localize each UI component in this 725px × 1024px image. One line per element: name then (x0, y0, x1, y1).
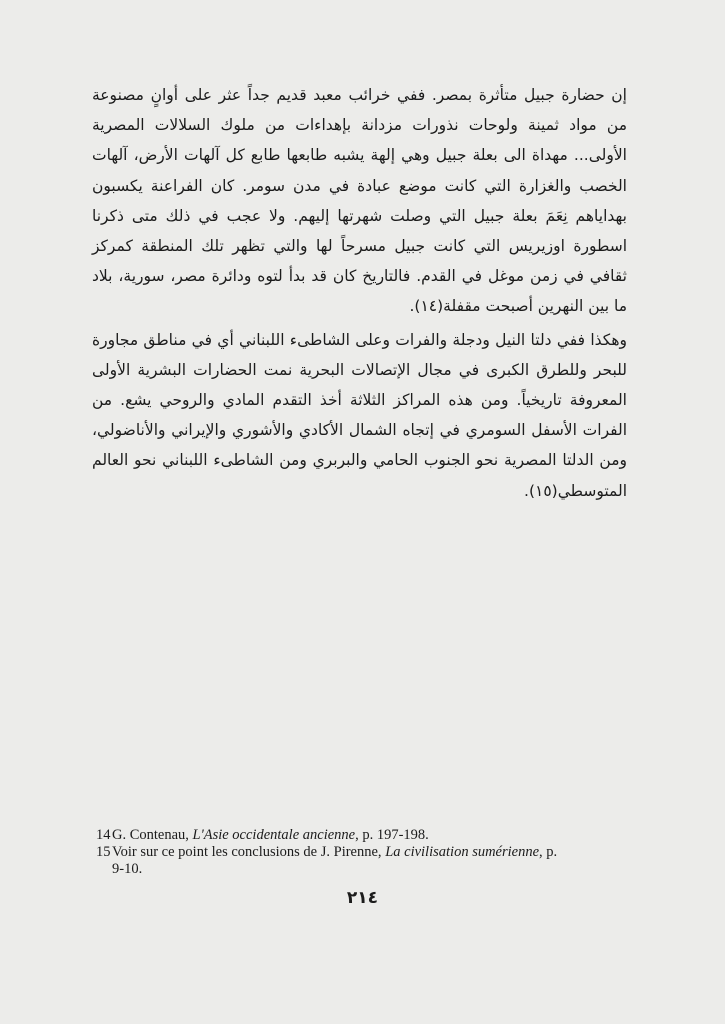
footnote-book-title: L'Asie occidentale ancienne (192, 827, 356, 843)
footnotes (96, 827, 626, 878)
footnote-15-continuation: 9-10. (112, 861, 143, 877)
footnote-citation-author: Voir sur ce point les conclusions de J. Pirenne, (112, 844, 386, 860)
footnote-text (112, 844, 626, 861)
footnote-citation-author: G. Contenau, (112, 827, 193, 843)
footnote-citation-pages: , p. 197-198. (355, 827, 429, 843)
main-text (92, 80, 627, 506)
footnote-number: 15 (96, 844, 111, 860)
footnote-text (112, 827, 626, 844)
footnote-citation-pages: , p. (539, 844, 558, 860)
footnote-15 (96, 844, 626, 861)
footnote-14 (96, 827, 626, 844)
page-number: ٢١٤ (346, 888, 379, 908)
paragraph-2: وهكذا ففي دلتا النيل ودجلة والفرات وعلى الشاطىء اللبناني أي في مناطق مجاورة للبحر وللطرق الكبرى في مجال الإتصالات البحرية نمت الحضارات البشرية الأولى المعروفة تاريخياً. ومن هذه المراكز الثلاثة أخذ التقدم المادي والروحي يشع. من الفرات الأسفل السومري في إتجاه الشمال الأكادي والأشوري والإيراني والأناضولي، ومن الدلتا المصرية نحو الجنوب الحامي والبربري ومن الشاطىء اللبناني نحو العالم المتوسطي(١٥). (92, 330, 627, 500)
footnote-book-title: La civilisation sumérienne (385, 844, 540, 860)
paragraph-1: إن حضارة جبيل متأثرة بمصر. ففي خرائب معبد قديم جداً عثر على أوانٍ مصنوعة من مواد ثمينة ولوحات نذورات مزدانة بإهداءات من ملوك السلالات المصرية الأولى... مهداة الى بعلة جبيل وهي إلهة يشبه طابعها طابع كل آلهات الأرض، آلهات الخصب والغزارة التي كانت موضع عبادة في مدن سومر. كان الفراعنة يكسبون بهداياهم نِعَمَ بعلة جبيل التي وصلت شهرتها إليهم. ولا عجب في ذلك متى ذكرنا اسطورة اوزيريس التي كانت جبيل مسرحاً لها والتي تظهر تلك المنطقة كمركز ثقافي في زمن موغل في القدم. فالتاريخ كان قد بدأ لتوه ودائرة مصر، سورية، بلاد ما بين النهرين أصبحت مقفلة(١٤). (92, 86, 627, 316)
footnote-number: 14 (96, 827, 111, 843)
